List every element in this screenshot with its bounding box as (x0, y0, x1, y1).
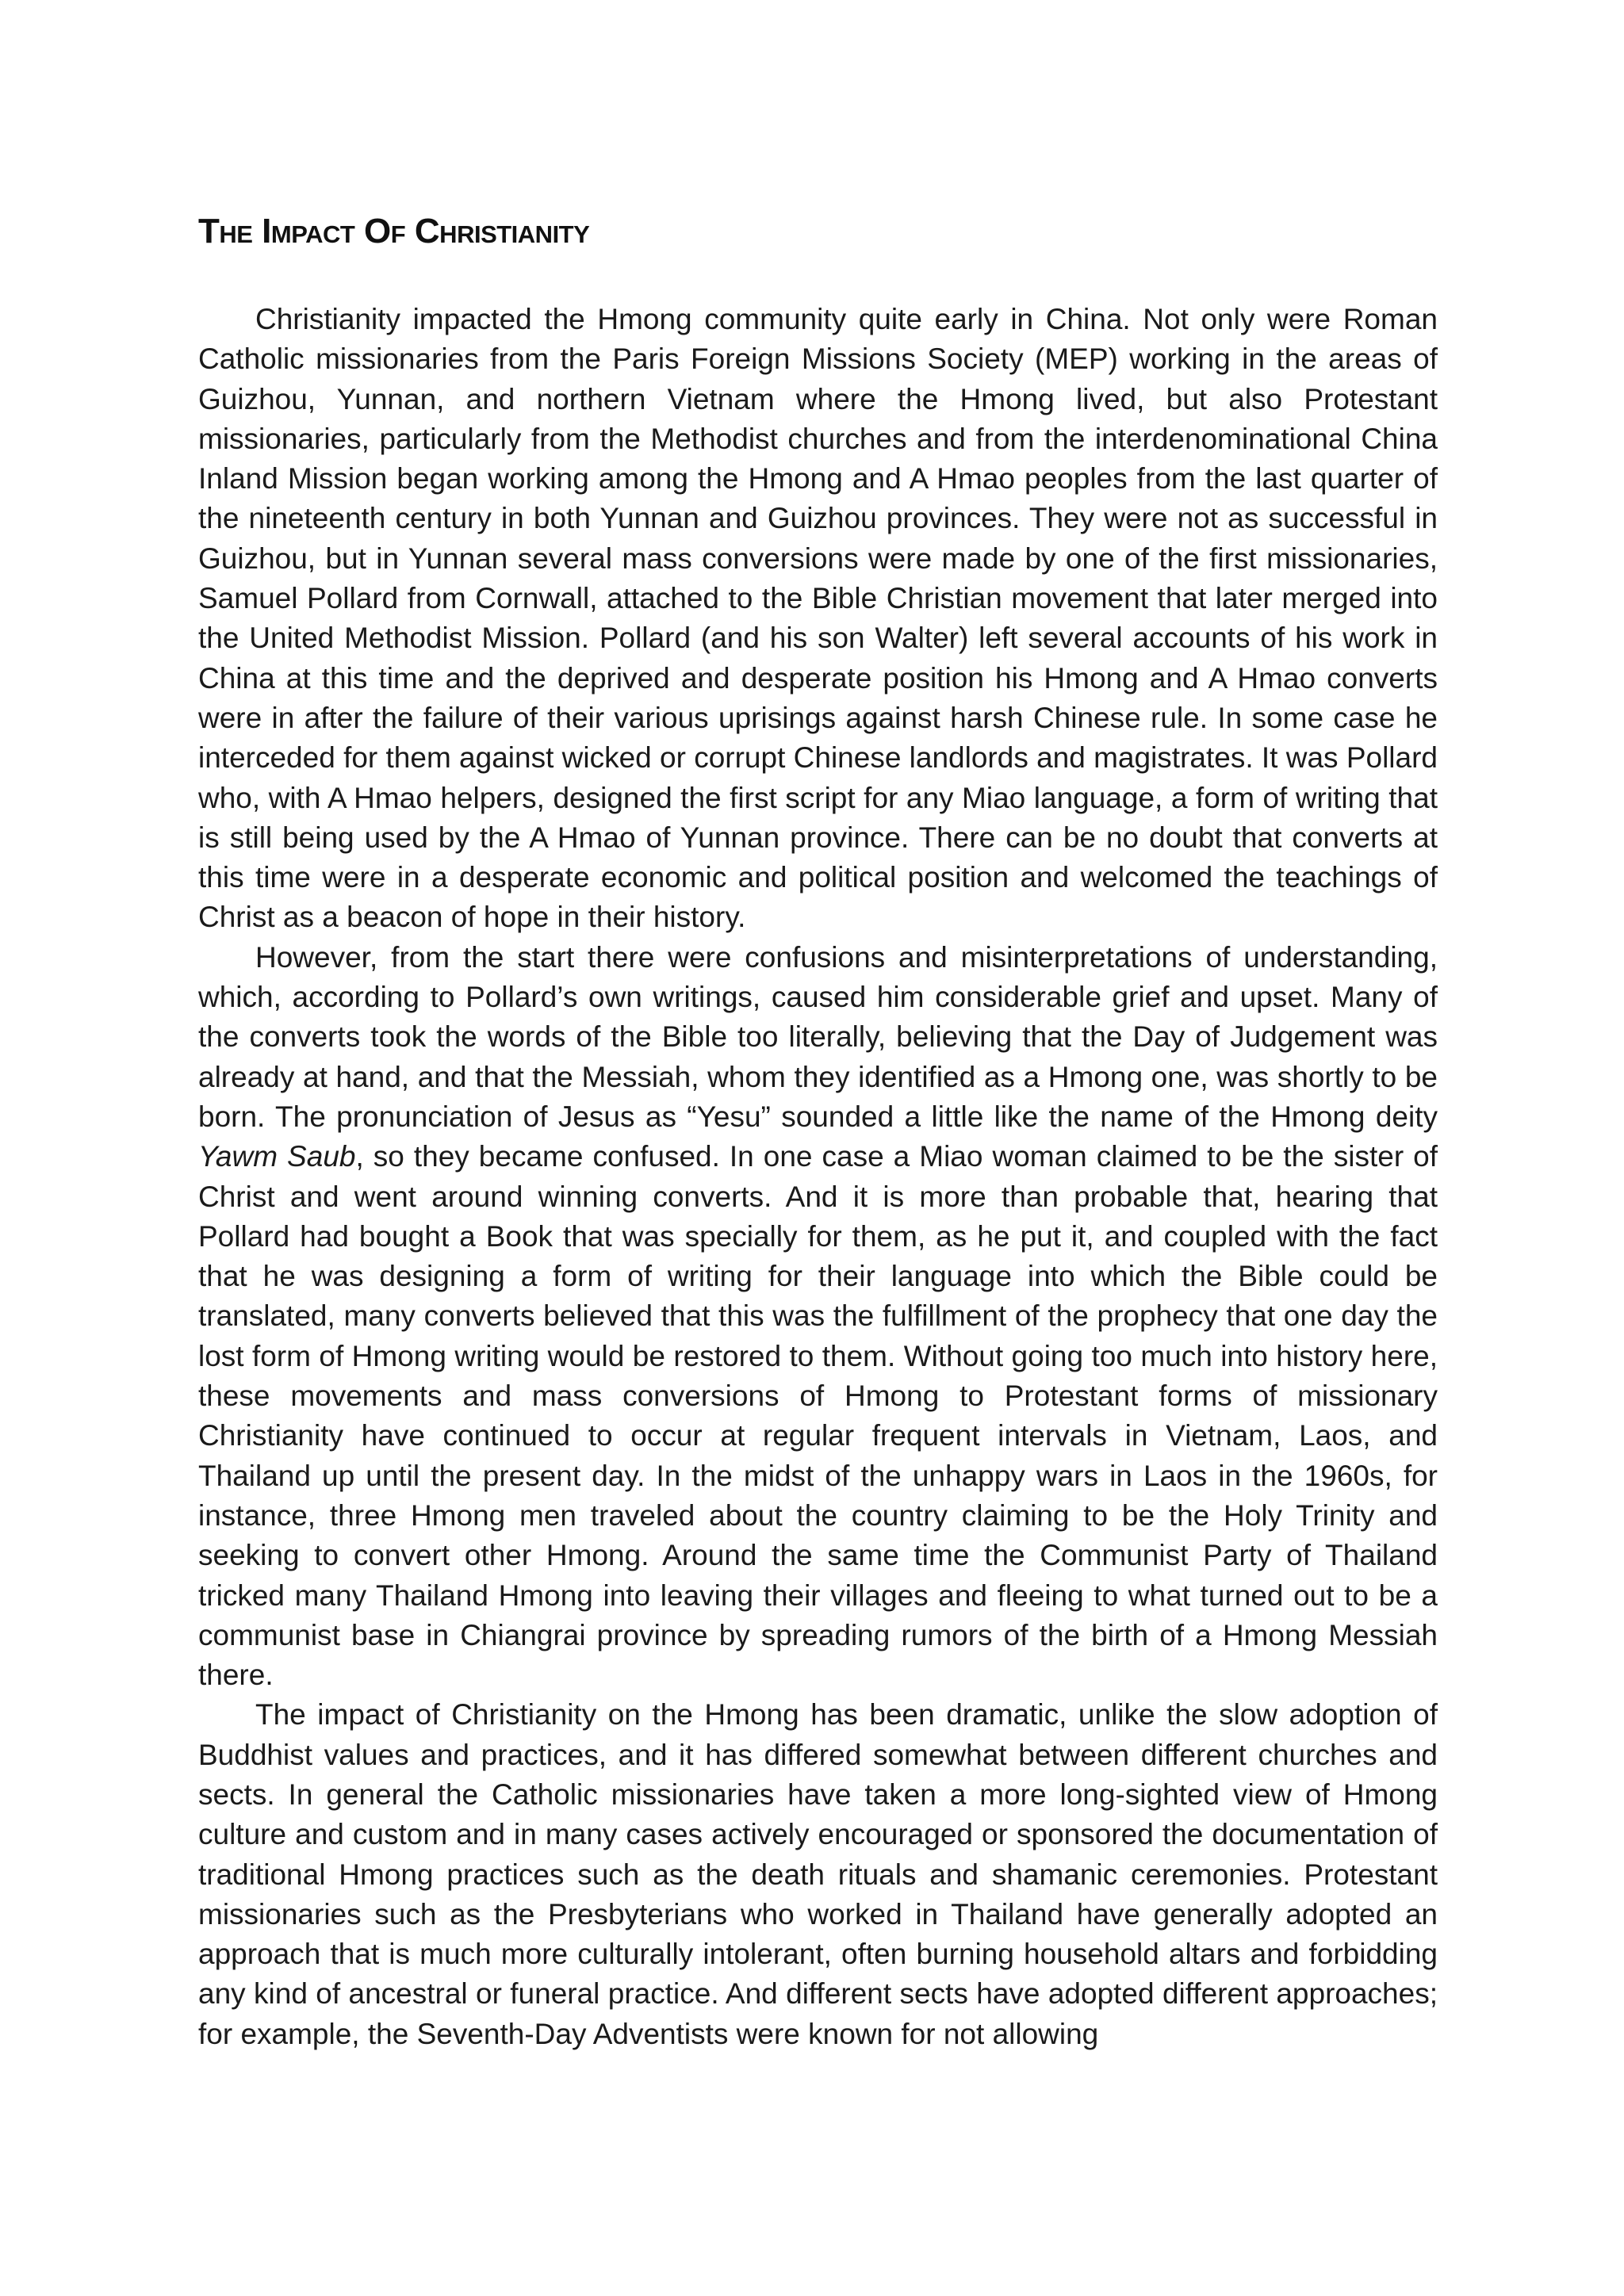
section-heading: The Impact Of Christianity (198, 212, 590, 251)
deity-name-italic: Yawm Saub (198, 1140, 356, 1173)
paragraph-1: Christianity impacted the Hmong community quite early in China. Not only were Roman Catholic missionaries from the Paris Foreign Missions Society (MEP) working in the areas of Guizhou, Yunnan, and northern Vietnam where the Hmong lived, but also Protestant missionaries, particularly from the Methodist churches and from the interdenominational China Inland Mission began working among the Hmong and A Hmao peoples from the last quarter of the nineteenth century in both Yunnan and Guizhou provinces. They were not as successful in Guizhou, but in Yunnan several mass conversions were made by one of the first missionaries, Samuel Pollard from Cornwall, attached to the Bible Christian movement that later merged into the United Methodist Mission. Pollard (and his son Walter) left several accounts of his work in China at this time and the deprived and desperate position his Hmong and A Hmao converts were in after the failure of their various uprisings against harsh Chinese rule. In some case he interceded for them against wicked or corrupt Chinese landlords and magistrates. It was Pollard who, with A Hmao helpers, designed the first script for any Miao language, a form of writing that is still being used by the A Hmao of Yunnan province. There can be no doubt that converts at this time were in a desperate economic and political position and welcomed the teachings of Christ as a beacon of hope in their history. (198, 303, 1438, 934)
body-text (198, 300, 1438, 2054)
paragraph-3: The impact of Christianity on the Hmong has been dramatic, unlike the slow adoption of Buddhist values and practices, and it has differed somewhat between different churches and sects. In general the Catholic missionaries have taken a more long-sighted view of Hmong culture and custom and in many cases actively encouraged or sponsored the documentation of traditional Hmong practices such as the death rituals and shamanic ceremonies. Protestant missionaries such as the Presbyterians who worked in Thailand have generally adopted an approach that is much more culturally intolerant, often burning household altars and forbidding any kind of ancestral or funeral practice. And different sects have adopted different approaches; for example, the Seventh-Day Adventists were known for not allowing (198, 1698, 1438, 2050)
paragraph-2 (198, 938, 1438, 1696)
paragraph-2-text-end: , so they became confused. In one case a Miao woman claimed to be the sister of Christ and went around winning converts. And it is more than probable that, hearing that Pollard had bought a Book that was specially for them, as he put it, and coupled with the fact that he was designing a form of writing for their language into which the Bible could be translated, many converts believed that this was the fulfillment of the prophecy that one day the lost form of Hmong writing would be restored to them. Without going too much into history here, these movements and mass conversions of Hmong to Protestant forms of missionary Christianity have continued to occur at regular frequent intervals in Vietnam, Laos, and Thailand up until the present day. In the midst of the unhappy wars in Laos in the 1960s, for instance, three Hmong men traveled about the country claiming to be the Holy Trinity and seeking to convert other Hmong. Around the same time the Communist Party of Thailand tricked many Thailand Hmong into leaving their villages and fleeing to what turned out to be a communist base in Chiangrai province by spreading rumors of the birth of a Hmong Messiah there. (198, 1140, 1438, 1692)
paragraph-2-text-start: However, from the start there were confusions and misinterpretations of understanding, which, according to Pollard’s own writings, caused him considerable grief and upset. Many of the converts took the words of the Bible too literally, believing that the Day of Judgement was already at hand, and that the Messiah, whom they identified as a Hmong one, was shortly to be born. The pronunciation of Jesus as “Yesu” sounded a little like the name of the Hmong deity (198, 940, 1438, 1133)
